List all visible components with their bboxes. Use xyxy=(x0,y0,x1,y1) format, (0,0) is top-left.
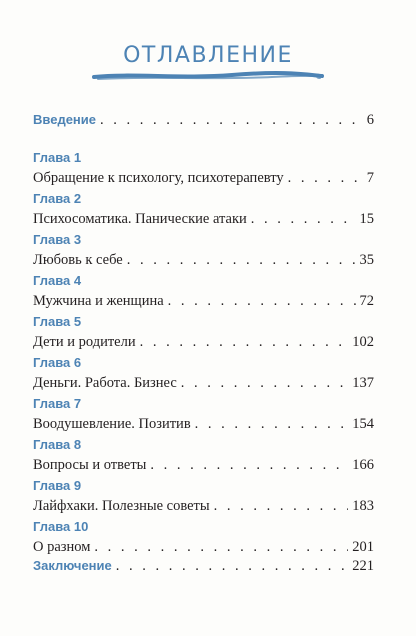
chapter-label: Глава 6 xyxy=(33,355,82,370)
chapter-label: Глава 5 xyxy=(33,314,82,329)
leader-dots xyxy=(100,110,363,130)
chapter-label: Глава 4 xyxy=(33,273,82,288)
chapter-page: 102 xyxy=(352,334,374,350)
toc-chapter-entry[interactable] xyxy=(33,271,374,311)
chapter-title: О разном xyxy=(33,539,91,555)
chapter-line xyxy=(33,250,374,270)
toc-chapter-entry[interactable] xyxy=(33,189,374,229)
toc-chapter-entry[interactable] xyxy=(33,517,374,557)
toc-chapter-entry[interactable] xyxy=(33,435,374,475)
chapter-title: Деньги. Работа. Бизнес xyxy=(33,375,177,391)
chapter-line xyxy=(33,414,374,434)
chapter-page: 166 xyxy=(352,457,374,473)
leader-dots xyxy=(288,168,363,188)
toc-chapter-entry[interactable] xyxy=(33,353,374,393)
chapter-line xyxy=(33,332,374,352)
chapter-page: 72 xyxy=(359,293,374,309)
toc-chapter-entry[interactable] xyxy=(33,476,374,516)
toc-intro-entry[interactable] xyxy=(33,110,374,130)
chapter-title: Дети и родители xyxy=(33,334,136,350)
chapter-page: 201 xyxy=(352,539,374,555)
chapter-label: Глава 8 xyxy=(33,437,82,452)
chapter-title: Вопросы и ответы xyxy=(33,457,147,473)
chapter-line xyxy=(33,291,374,311)
leader-dots xyxy=(94,537,348,557)
toc-intro-page: 6 xyxy=(366,112,374,128)
leader-dots xyxy=(195,414,349,434)
chapter-label: Глава 7 xyxy=(33,396,82,411)
chapter-page: 154 xyxy=(352,416,374,432)
leader-dots xyxy=(214,496,349,516)
toc-chapter-entry[interactable] xyxy=(33,394,374,434)
toc-heading: ОТЛАВЛЕНИЕ xyxy=(123,43,293,68)
chapter-line xyxy=(33,373,374,393)
toc-list xyxy=(33,110,374,576)
chapter-title: Воодушевление. Позитив xyxy=(33,416,191,432)
toc-outro-page: 221 xyxy=(352,558,374,574)
chapter-line xyxy=(33,455,374,475)
chapter-title: Лайфхаки. Полезные советы xyxy=(33,498,210,514)
chapter-list xyxy=(33,148,374,557)
chapter-title: Любовь к себе xyxy=(33,252,123,268)
leader-dots xyxy=(140,332,349,352)
chapter-label: Глава 3 xyxy=(33,232,82,247)
chapter-page: 183 xyxy=(352,498,374,514)
leader-dots xyxy=(181,373,348,393)
leader-dots xyxy=(150,455,348,475)
toc-chapter-entry[interactable] xyxy=(33,148,374,188)
chapter-page: 7 xyxy=(366,170,374,186)
chapter-label: Глава 2 xyxy=(33,191,82,206)
chapter-label: Глава 10 xyxy=(33,519,89,534)
leader-dots xyxy=(168,291,356,311)
leader-dots xyxy=(127,250,356,270)
chapter-label: Глава 9 xyxy=(33,478,82,493)
toc-chapter-entry[interactable] xyxy=(33,230,374,270)
heading-underline xyxy=(92,70,324,82)
chapter-line xyxy=(33,209,374,229)
chapter-page: 15 xyxy=(359,211,374,227)
chapter-line xyxy=(33,537,374,557)
leader-dots xyxy=(116,556,348,576)
chapter-title: Мужчина и женщина xyxy=(33,293,164,309)
chapter-line xyxy=(33,168,374,188)
chapter-label: Глава 1 xyxy=(33,150,82,165)
toc-outro-entry[interactable] xyxy=(33,556,374,576)
chapter-title: Психосоматика. Панические атаки xyxy=(33,211,247,227)
leader-dots xyxy=(251,209,356,229)
chapter-line xyxy=(33,496,374,516)
chapter-page: 137 xyxy=(352,375,374,391)
chapter-title: Обращение к психологу, психотерапевту xyxy=(33,170,284,186)
toc-outro-title: Заключение xyxy=(33,558,112,573)
toc-intro-title: Введение xyxy=(33,112,96,127)
chapter-page: 35 xyxy=(359,252,374,268)
toc-chapter-entry[interactable] xyxy=(33,312,374,352)
